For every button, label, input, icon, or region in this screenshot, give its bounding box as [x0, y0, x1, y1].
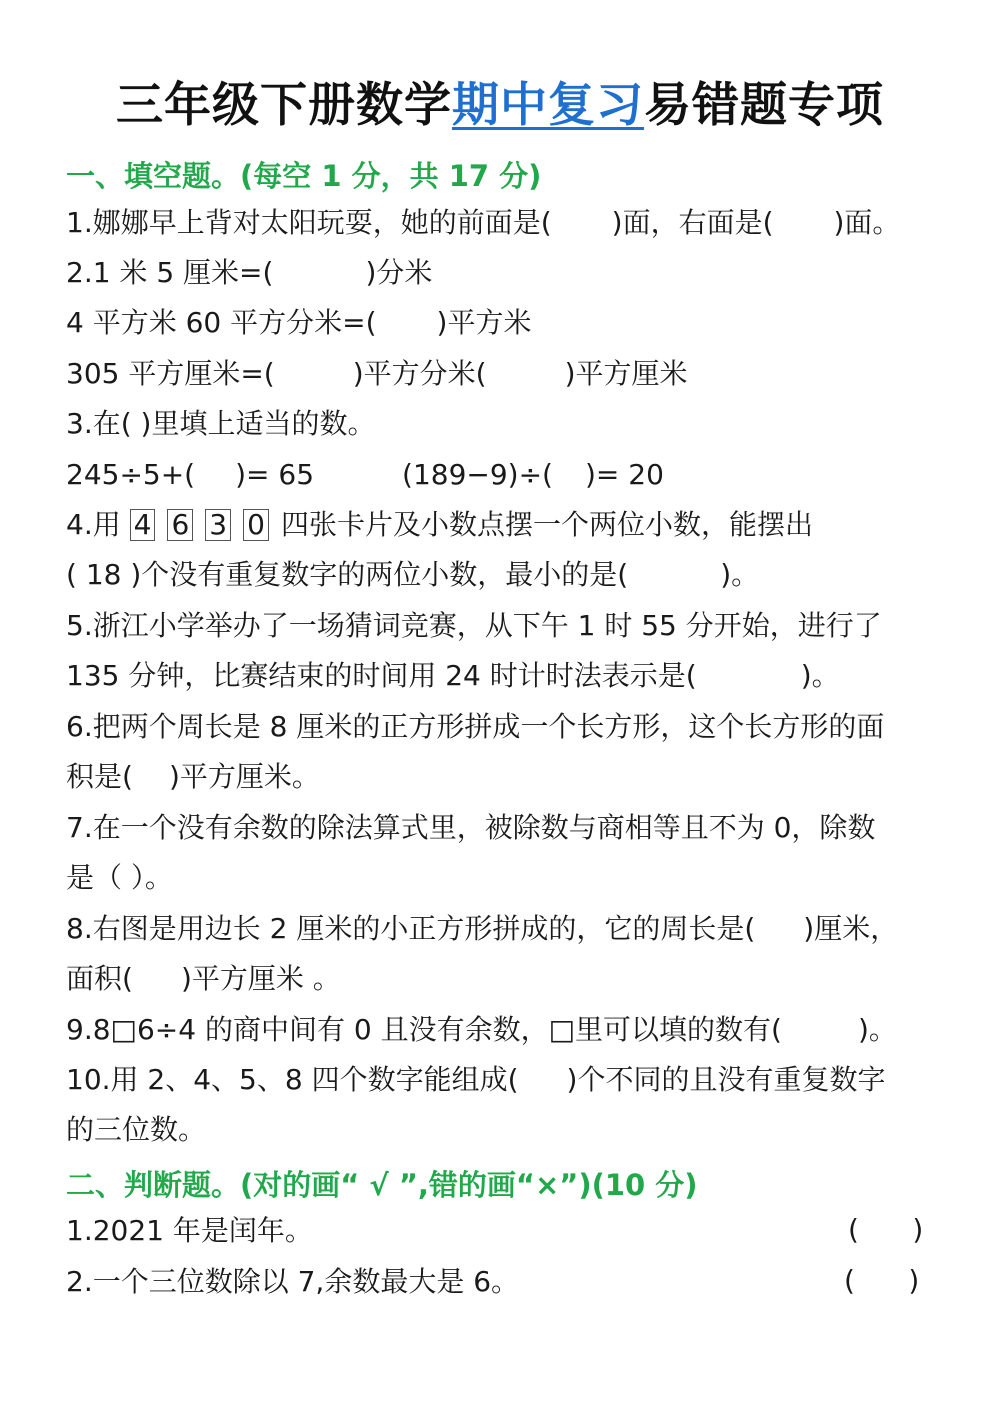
digit-card: 6 [167, 509, 193, 541]
digit-card: 4 [130, 509, 156, 541]
question-4 [66, 507, 813, 543]
judge-answer-box-2: ( ) [844, 1264, 920, 1297]
question-6-line-1: 6.把两个周长是 8 厘米的正方形拼成一个长方形，这个长方形的面 [66, 710, 885, 743]
question-10-line-2: 的三位数。 [66, 1113, 207, 1146]
judge-question-2: 2.一个三位数除以 7,余数最大是 6。 [66, 1265, 520, 1298]
q1-text-c: )面。 [833, 206, 901, 239]
q8-text-c: 面积( [66, 962, 133, 995]
q2c-text-b: )平方分米( [352, 357, 487, 390]
judge-answer-box-1: ( ) [848, 1213, 924, 1246]
q3b-text-c: (189−9)÷( [402, 458, 553, 491]
q10-text-a: 10.用 2、4、5、8 四个数字能组成( [66, 1063, 519, 1096]
q2a-text-b: )分米 [365, 256, 433, 289]
title-pre: 三年级下册数学 [116, 78, 452, 133]
q8-text-d: )平方厘米 。 [180, 962, 341, 995]
q2b-text-b: )平方米 [436, 306, 532, 339]
section-heading-fill-blank: 一、填空题。(每空 1 分，共 17 分) [66, 159, 542, 193]
question-9 [66, 1012, 897, 1048]
question-7-line-1: 7.在一个没有余数的除法算式里，被除数与商相等且不为 0，除数 [66, 811, 876, 844]
question-5-line-2 [66, 658, 840, 694]
question-2-part-b [66, 305, 531, 341]
q3b-text-b: )= 65 [235, 458, 315, 491]
question-2-part-c [66, 356, 688, 392]
q2c-text-a: 305 平方厘米=( [66, 357, 275, 390]
q8-text-a: 8.右图是用边长 2 厘米的小正方形拼成的，它的周长是( [66, 912, 756, 945]
q9-text-b: )。 [857, 1013, 897, 1046]
q5-text-b: )。 [800, 659, 840, 692]
q10-text-b: )个不同的且没有重复数字 [566, 1063, 886, 1096]
question-4-line-2 [66, 557, 759, 593]
q9-text-a: 9.8□6÷4 的商中间有 0 且没有余数，□里可以填的数有( [66, 1013, 782, 1046]
question-8-line-2 [66, 961, 341, 997]
q3b-text-a: 245÷5+( [66, 458, 196, 491]
q2a-text-a: 2.1 米 5 厘米=( [66, 256, 274, 289]
q4-suffix: 四张卡片及小数点摆一个两位小数，能摆出 [280, 508, 813, 541]
q3b-text-d: )= 20 [584, 458, 664, 491]
q5-text-a: 135 分钟，比赛结束的时间用 24 时计时法表示是( [66, 659, 697, 692]
question-5-line-1: 5.浙江小学举办了一场猜词竞赛，从下午 1 时 55 分开始，进行了 [66, 609, 882, 642]
digit-card: 3 [205, 509, 231, 541]
q8-text-b: )厘米， [803, 912, 899, 945]
page-title [0, 68, 1000, 135]
title-post: 易错题专项 [644, 78, 884, 133]
title-highlight: 期中复习 [452, 78, 644, 133]
q4b-text-a: ( 18 )个没有重复数字的两位小数，最小的是( [66, 558, 629, 591]
q6-text-b: )平方厘米。 [168, 760, 320, 793]
q1-text-a: 1.娜娜早上背对太阳玩耍，她的前面是( [66, 206, 552, 239]
question-3: 3.在( )里填上适当的数。 [66, 407, 376, 440]
q1-text-b: )面，右面是( [611, 206, 774, 239]
digit-card: 0 [243, 509, 269, 541]
q2b-text-a: 4 平方米 60 平方分米=( [66, 306, 377, 339]
question-3-equations [66, 457, 664, 493]
q4-prefix: 4.用 [66, 508, 121, 541]
q2c-text-c: )平方厘米 [564, 357, 688, 390]
question-1 [66, 205, 900, 241]
section-heading-true-false: 二、判断题。(对的画“ √ ”,错的画“×”)(10 分) [66, 1168, 698, 1202]
q6-text-a: 积是( [66, 760, 133, 793]
judge-question-1: 1.2021 年是闰年。 [66, 1214, 313, 1247]
q4b-text-b: )。 [720, 558, 760, 591]
question-10-line-1 [66, 1062, 885, 1098]
question-2-part-a [66, 255, 432, 291]
question-8-line-1 [66, 911, 898, 947]
question-7-line-2: 是（ ）。 [66, 861, 173, 894]
question-6-line-2 [66, 759, 320, 795]
